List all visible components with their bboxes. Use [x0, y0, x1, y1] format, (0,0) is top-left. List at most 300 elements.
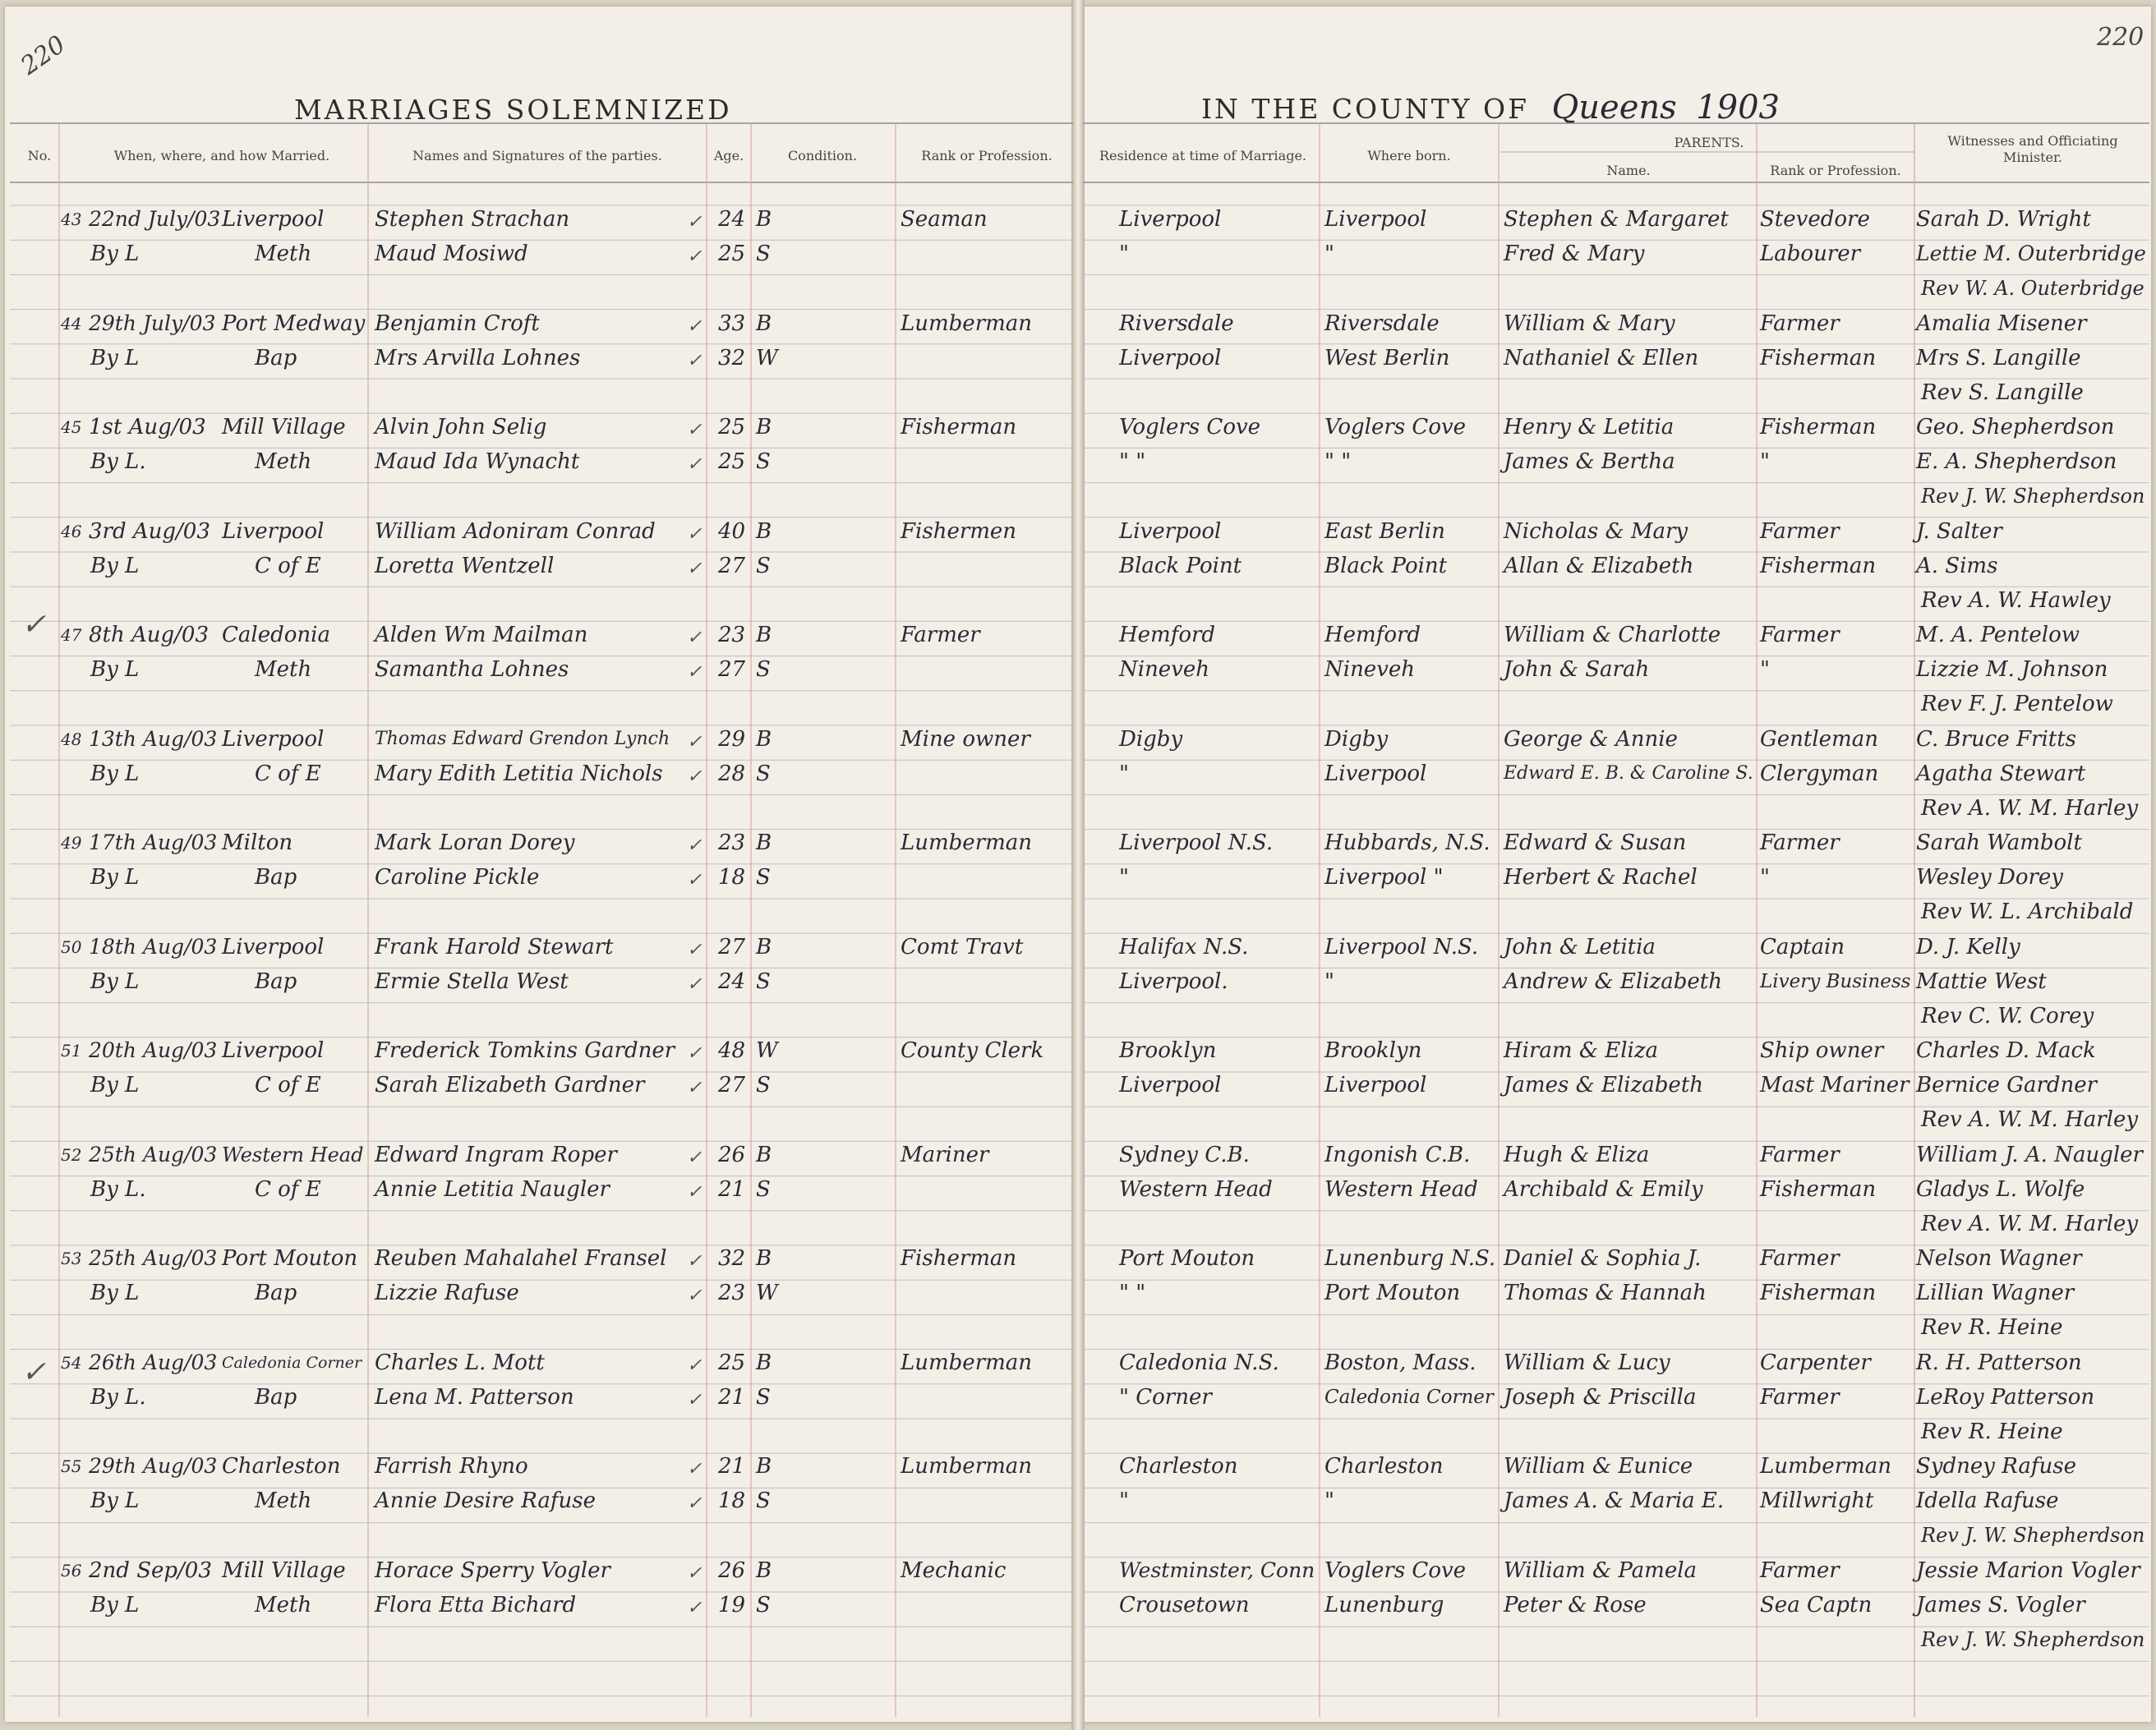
witness-1: Amalia Misener	[1916, 311, 2087, 336]
bride-birthplace: Port Mouton	[1324, 1281, 1461, 1305]
groom-birthplace: Liverpool N.S.	[1324, 934, 1479, 959]
check-mark: ✓	[687, 731, 703, 752]
bride-age: 27	[718, 1073, 746, 1097]
groom-name: Edward Ingram Roper	[375, 1142, 617, 1167]
bride-residence: " Corner	[1119, 1384, 1212, 1410]
entry-number: 56	[61, 1560, 82, 1580]
bride-parents: Fred & Mary	[1504, 242, 1645, 266]
check-mark: ✓	[687, 1459, 703, 1479]
witness-1: Charles D. Mack	[1916, 1038, 2096, 1063]
denomination: Meth	[255, 1488, 312, 1513]
license-type: By L	[90, 242, 140, 266]
groom-profession: Lumberman	[901, 1350, 1033, 1375]
entry-number: 48	[61, 729, 82, 749]
bride-birthplace: "	[1324, 969, 1334, 994]
license-type: By L	[90, 969, 140, 994]
bride-name: Maud Ida Wynacht	[375, 449, 580, 474]
bride-birthplace: "	[1324, 242, 1334, 266]
entry-number: 47	[61, 625, 82, 645]
denomination: C of E	[255, 1176, 321, 1202]
groom-birthplace: Digby	[1324, 726, 1389, 752]
marriage-date: 3rd Aug/03	[89, 518, 210, 544]
check-mark: ✓	[687, 835, 703, 856]
marriage-place: Liverpool	[222, 934, 325, 959]
denomination: Meth	[255, 449, 312, 474]
bride-name: Mary Edith Letitia Nichols	[375, 761, 663, 786]
bride-name: Annie Desire Rafuse	[375, 1488, 596, 1513]
bride-condition: S	[756, 449, 771, 474]
groom-parents-profession: Farmer	[1760, 1246, 1840, 1271]
witness-2: Wesley Dorey	[1916, 865, 2063, 890]
groom-name: William Adoniram Conrad	[375, 518, 656, 544]
check-mark: ✓	[687, 523, 703, 545]
bride-age: 21	[718, 1176, 746, 1202]
header-born: Where born.	[1367, 148, 1451, 163]
license-type: By L	[90, 657, 140, 682]
groom-profession: Fishermen	[901, 518, 1017, 544]
bride-name: Maud Mosiwd	[375, 242, 528, 266]
marriage-date: 17th Aug/03	[89, 830, 218, 854]
officiating-minister: Rev A. W. M. Harley	[1921, 1107, 2139, 1132]
book-gutter	[1071, 0, 1085, 1730]
groom-birthplace: Boston, Mass.	[1324, 1350, 1476, 1375]
officiating-minister: Rev A. W. M. Harley	[1921, 795, 2139, 821]
license-type: By L	[90, 553, 140, 578]
bride-parents: Thomas & Hannah	[1504, 1281, 1707, 1305]
bride-age: 32	[718, 345, 746, 370]
groom-condition: B	[756, 726, 772, 752]
license-type: By L	[90, 865, 140, 890]
bride-residence: " "	[1119, 449, 1146, 474]
bride-parents: Nathaniel & Ellen	[1504, 345, 1699, 370]
bride-parents: James A. & Maria E.	[1504, 1488, 1725, 1513]
marriage-place: Western Head	[222, 1143, 364, 1166]
bride-parents-profession: Labourer	[1760, 242, 1861, 266]
groom-name: Mark Loran Dorey	[375, 830, 575, 855]
officiating-minister: Rev S. Langille	[1921, 380, 2084, 405]
bride-parents-profession: Fisherman	[1760, 1176, 1877, 1202]
groom-profession: Mechanic	[901, 1557, 1007, 1583]
marriage-date: 20th Aug/03	[89, 1038, 218, 1062]
bride-condition: S	[756, 969, 771, 994]
groom-birthplace: Ingonish C.B.	[1324, 1142, 1471, 1167]
entry-number: 49	[61, 833, 82, 853]
marriage-place: Caledonia	[222, 623, 330, 647]
officiating-minister: Rev J. W. Shepherdson	[1921, 1627, 2145, 1651]
officiating-minister: Rev J. W. Shepherdson	[1921, 1524, 2145, 1547]
bride-name: Caroline Pickle	[375, 865, 540, 890]
check-mark: ✓	[687, 420, 703, 440]
groom-name: Thomas Edward Grendon Lynch	[375, 728, 670, 749]
bride-condition: S	[756, 1176, 771, 1202]
bride-birthplace: Caledonia Corner	[1324, 1386, 1494, 1408]
witness-1: Sydney Rafuse	[1916, 1454, 2076, 1479]
marriage-place: Liverpool	[222, 518, 325, 544]
groom-condition: B	[756, 1246, 772, 1271]
groom-age: 26	[718, 1557, 746, 1583]
officiating-minister: Rev R. Heine	[1921, 1419, 2063, 1444]
groom-parents-profession: Stevedore	[1760, 207, 1870, 232]
bride-residence: Crousetown	[1119, 1592, 1250, 1617]
bride-name: Sarah Elizabeth Gardner	[375, 1073, 645, 1097]
denomination: Bap	[255, 1384, 297, 1410]
bride-parents: John & Sarah	[1504, 657, 1650, 682]
bride-condition: S	[756, 1488, 771, 1513]
bride-parents: Andrew & Elizabeth	[1504, 969, 1722, 994]
officiating-minister: Rev J. W. Shepherdson	[1921, 485, 2145, 508]
witness-1: M. A. Pentelow	[1916, 623, 2080, 647]
groom-condition: B	[756, 1350, 772, 1375]
license-type: By L.	[90, 449, 146, 474]
header-rank: Rank or Profession.	[921, 148, 1053, 163]
marriage-place: Liverpool	[222, 726, 325, 752]
bride-age: 21	[718, 1384, 746, 1410]
check-mark: ✓	[687, 1043, 703, 1064]
groom-age: 33	[718, 311, 746, 336]
entry-number: 52	[61, 1144, 82, 1165]
groom-condition: B	[756, 1557, 772, 1583]
bride-parents: Herbert & Rachel	[1504, 865, 1698, 890]
groom-age: 26	[718, 1142, 746, 1167]
bride-age: 19	[718, 1592, 746, 1617]
marriage-date: 18th Aug/03	[89, 934, 218, 959]
entry-number: 51	[61, 1041, 82, 1061]
entry-number: 46	[61, 521, 82, 541]
bride-residence: Liverpool	[1119, 1073, 1222, 1097]
license-type: By L.	[90, 1384, 146, 1410]
bride-residence: Black Point	[1119, 553, 1242, 578]
bride-parents-profession: Farmer	[1760, 1384, 1840, 1410]
groom-parents: Nicholas & Mary	[1504, 518, 1688, 544]
groom-age: 48	[718, 1038, 746, 1063]
header-parents-name: Name.	[1606, 163, 1651, 178]
bride-parents-profession: Mast Mariner	[1760, 1073, 1910, 1097]
bride-age: 25	[718, 449, 746, 474]
marriage-date: 25th Aug/03	[89, 1246, 218, 1270]
groom-name: Alvin John Selig	[375, 415, 547, 439]
officiating-minister: Rev A. W. M. Harley	[1921, 1211, 2139, 1236]
bride-parents-profession: Clergyman	[1760, 761, 1879, 786]
bride-condition: S	[756, 657, 771, 682]
license-type: By L	[90, 1281, 140, 1305]
groom-parents: George & Annie	[1504, 726, 1678, 752]
denomination: C of E	[255, 761, 321, 786]
license-type: By L.	[90, 1176, 146, 1202]
check-mark: ✓	[687, 973, 703, 995]
groom-parents-profession: Gentleman	[1760, 726, 1878, 752]
witness-2: James S. Vogler	[1916, 1592, 2085, 1617]
witness-1: Sarah D. Wright	[1916, 207, 2091, 232]
groom-profession: County Clerk	[901, 1038, 1044, 1063]
groom-residence: Brooklyn	[1119, 1038, 1217, 1063]
groom-parents-profession: Ship owner	[1760, 1038, 1884, 1063]
groom-profession: Farmer	[901, 623, 980, 647]
bride-name: Loretta Wentzell	[375, 553, 555, 578]
bride-birthplace: Western Head	[1324, 1176, 1478, 1202]
groom-parents: William & Lucy	[1504, 1350, 1670, 1375]
groom-birthplace: Voglers Cove	[1324, 1557, 1467, 1583]
right-title	[1201, 89, 1780, 127]
license-type: By L	[90, 1592, 140, 1617]
bride-age: 25	[718, 242, 746, 266]
witness-2: Bernice Gardner	[1916, 1073, 2098, 1097]
check-mark: ✓	[687, 1562, 703, 1584]
groom-parents: William & Pamela	[1504, 1557, 1698, 1583]
witness-2: A. Sims	[1916, 553, 1998, 578]
groom-name: Charles L. Mott	[375, 1350, 545, 1375]
groom-profession: Seaman	[901, 207, 988, 232]
entry-number: 54	[61, 1352, 82, 1373]
bride-residence: "	[1119, 1488, 1129, 1513]
witness-2: Lillian Wagner	[1916, 1281, 2075, 1305]
groom-parents-profession: Carpenter	[1760, 1350, 1871, 1375]
groom-residence: Liverpool	[1119, 207, 1222, 232]
bride-residence: " "	[1119, 1281, 1146, 1305]
header-names: Names and Signatures of the parties.	[412, 148, 662, 163]
groom-residence: Westminster, Conn	[1119, 1557, 1315, 1582]
groom-condition: B	[756, 934, 772, 959]
bride-residence: Western Head	[1119, 1176, 1273, 1202]
entry-number: 50	[61, 936, 82, 957]
check-mark: ✓	[687, 246, 703, 267]
check-mark: ✓	[687, 939, 703, 960]
groom-condition: B	[756, 415, 772, 439]
marriage-place: Charleston	[222, 1454, 341, 1479]
groom-residence: Voglers Cove	[1119, 415, 1261, 439]
county-name: Queens	[1551, 89, 1677, 127]
marriage-date: 29th July/03	[89, 311, 216, 335]
marriage-place: Liverpool	[222, 207, 325, 232]
groom-parents: William & Eunice	[1504, 1454, 1693, 1479]
page-number-left: 220	[16, 30, 71, 81]
groom-parents-profession: Farmer	[1760, 1557, 1840, 1583]
bride-age: 27	[718, 553, 746, 578]
bride-condition: W	[756, 1281, 778, 1305]
groom-condition: B	[756, 1454, 772, 1479]
check-mark: ✓	[687, 628, 703, 648]
bride-parents-profession: Fisherman	[1760, 553, 1877, 578]
bride-residence: Nineveh	[1119, 657, 1210, 682]
officiating-minister: Rev R. Heine	[1921, 1315, 2063, 1340]
groom-age: 24	[718, 207, 746, 232]
bride-parents-profession: Livery Business	[1760, 970, 1911, 992]
marriage-date: 22nd July/03	[89, 207, 221, 231]
groom-name: Horace Sperry Vogler	[375, 1557, 610, 1583]
header-condition: Condition.	[787, 148, 858, 163]
witness-2: Mrs S. Langille	[1916, 345, 2081, 370]
groom-profession: Fisherman	[901, 415, 1017, 439]
groom-parents: William & Charlotte	[1504, 623, 1721, 647]
bride-parents: Edward E. B. & Caroline S.	[1504, 762, 1753, 784]
groom-birthplace: Voglers Cove	[1324, 415, 1467, 439]
witness-2: Lizzie M. Johnson	[1916, 657, 2108, 682]
officiating-minister: Rev W. L. Archibald	[1921, 900, 2134, 924]
bride-age: 27	[718, 657, 746, 682]
entry-number: 53	[61, 1249, 82, 1268]
check-mark: ✓	[687, 1493, 703, 1514]
witness-1: Nelson Wagner	[1916, 1246, 2082, 1271]
groom-name: Frank Harold Stewart	[375, 934, 614, 959]
county-label: IN THE COUNTY OF	[1201, 93, 1529, 125]
bride-birthplace: Liverpool	[1324, 1073, 1427, 1097]
check-mark: ✓	[687, 1389, 703, 1410]
officiating-minister: Rev F. J. Pentelow	[1921, 692, 2113, 716]
register-year: 1903	[1696, 89, 1780, 127]
check-mark: ✓	[687, 870, 703, 890]
check-mark: ✓	[687, 1251, 703, 1272]
groom-parents: Hiram & Eliza	[1504, 1038, 1659, 1063]
bride-name: Lizzie Rafuse	[375, 1281, 519, 1305]
groom-parents-profession: Farmer	[1760, 518, 1840, 544]
bride-parents: Allan & Elizabeth	[1504, 553, 1694, 578]
witness-2: Mattie West	[1916, 969, 2047, 994]
bride-name: Lena M. Patterson	[375, 1384, 574, 1410]
groom-birthplace: Charleston	[1324, 1454, 1444, 1479]
header-residence: Residence at time of Marriage.	[1099, 148, 1306, 163]
groom-condition: B	[756, 311, 772, 336]
witness-2: Agatha Stewart	[1916, 761, 2086, 786]
bride-birthplace: Liverpool "	[1324, 865, 1444, 890]
groom-condition: B	[756, 830, 772, 855]
marriage-date: 29th Aug/03	[89, 1454, 218, 1478]
bride-parents: Archibald & Emily	[1504, 1176, 1703, 1202]
groom-condition: B	[756, 623, 772, 647]
marriage-date: 25th Aug/03	[89, 1142, 218, 1166]
marriage-date: 1st Aug/03	[89, 415, 206, 439]
groom-parents: Henry & Letitia	[1504, 415, 1675, 439]
officiating-minister: Rev W. A. Outerbridge	[1921, 277, 2144, 300]
bride-age: 18	[718, 1488, 746, 1513]
groom-parents: John & Letitia	[1504, 934, 1656, 959]
bride-condition: W	[756, 345, 778, 370]
bride-name: Annie Letitia Naugler	[375, 1176, 610, 1202]
check-mark: ✓	[687, 212, 703, 232]
bride-birthplace: West Berlin	[1324, 345, 1450, 370]
groom-parents: Daniel & Sophia J.	[1504, 1246, 1702, 1271]
witness-1: Jessie Marion Vogler	[1916, 1557, 2140, 1583]
bride-residence: "	[1119, 865, 1129, 890]
groom-condition: B	[756, 1142, 772, 1167]
bride-parents: James & Elizabeth	[1504, 1073, 1704, 1097]
check-mark: ✓	[687, 662, 703, 683]
denomination: Meth	[255, 1592, 312, 1617]
bride-condition: S	[756, 1073, 771, 1097]
left-title: MARRIAGES SOLEMNIZED	[294, 94, 732, 126]
groom-birthplace: Hubbards, N.S.	[1324, 830, 1490, 855]
officiating-minister: Rev C. W. Corey	[1921, 1003, 2094, 1028]
denomination: C of E	[255, 1073, 321, 1097]
witness-1: William J. A. Naugler	[1916, 1142, 2143, 1167]
groom-residence: Charleston	[1119, 1454, 1238, 1479]
header-parents: PARENTS.	[1674, 135, 1744, 150]
groom-residence: Caledonia N.S.	[1119, 1350, 1279, 1375]
bride-age: 18	[718, 865, 746, 890]
groom-profession: Lumberman	[901, 830, 1033, 855]
groom-profession: Mariner	[901, 1142, 989, 1167]
marriage-place: Port Mouton	[222, 1246, 358, 1271]
bride-age: 28	[718, 761, 746, 786]
bride-birthplace: Lunenburg	[1324, 1592, 1444, 1617]
entry-number: 43	[61, 209, 82, 229]
groom-age: 23	[718, 623, 746, 647]
denomination: Meth	[255, 242, 312, 266]
groom-age: 40	[718, 518, 746, 544]
bride-residence: "	[1119, 242, 1129, 266]
bride-age: 23	[718, 1281, 746, 1305]
groom-name: Reuben Mahalahel Fransel	[375, 1246, 667, 1271]
denomination: Bap	[255, 1281, 297, 1305]
witness-2: LeRoy Patterson	[1916, 1384, 2095, 1410]
groom-profession: Fisherman	[901, 1246, 1017, 1271]
groom-parents-profession: Lumberman	[1760, 1454, 1892, 1479]
check-mark: ✓	[687, 1181, 703, 1203]
license-type: By L	[90, 761, 140, 786]
bride-parents: James & Bertha	[1504, 449, 1675, 474]
groom-parents-profession: Fisherman	[1760, 415, 1877, 439]
check-mark: ✓	[687, 1597, 703, 1618]
witness-1: R. H. Patterson	[1916, 1350, 2082, 1375]
bride-parents-profession: Millwright	[1760, 1488, 1874, 1513]
groom-birthplace: Lunenburg N.S.	[1324, 1246, 1496, 1271]
groom-condition: B	[756, 518, 772, 544]
groom-age: 21	[718, 1454, 746, 1479]
bride-residence: Liverpool.	[1119, 969, 1228, 994]
bride-name: Flora Etta Bichard	[375, 1592, 577, 1617]
denomination: Bap	[255, 865, 297, 890]
groom-residence: Liverpool N.S.	[1119, 830, 1274, 855]
bride-parents-profession: Sea Captn	[1760, 1592, 1873, 1617]
groom-condition: W	[756, 1038, 778, 1063]
groom-birthplace: East Berlin	[1324, 518, 1445, 544]
groom-residence: Port Mouton	[1119, 1246, 1255, 1271]
groom-age: 32	[718, 1246, 746, 1271]
check-mark: ✓	[687, 1286, 703, 1306]
groom-age: 23	[718, 830, 746, 855]
witness-1: D. J. Kelly	[1916, 934, 2020, 959]
groom-name: Stephen Strachan	[375, 207, 570, 232]
license-type: By L	[90, 1488, 140, 1513]
check-mark: ✓	[687, 766, 703, 787]
margin-tick-46: ✓	[21, 608, 47, 642]
bride-birthplace: " "	[1324, 449, 1352, 474]
witness-1: Sarah Wambolt	[1916, 830, 2082, 855]
bride-parents-profession: "	[1760, 657, 1770, 682]
entry-number: 45	[61, 417, 82, 437]
bride-birthplace: Black Point	[1324, 553, 1448, 578]
marriage-place: Caledonia Corner	[222, 1353, 362, 1372]
bride-condition: S	[756, 1384, 771, 1410]
groom-profession: Mine owner	[901, 726, 1030, 752]
witness-2: E. A. Shepherdson	[1916, 449, 2117, 474]
witness-1: C. Bruce Fritts	[1916, 726, 2077, 752]
groom-parents-profession: Farmer	[1760, 830, 1840, 855]
groom-profession: Lumberman	[901, 1454, 1033, 1479]
groom-age: 25	[718, 415, 746, 439]
check-mark: ✓	[687, 1355, 703, 1376]
groom-condition: B	[756, 207, 772, 232]
bride-condition: S	[756, 761, 771, 786]
check-mark: ✓	[687, 315, 703, 337]
groom-profession: Comt Travt	[901, 934, 1024, 959]
groom-residence: Liverpool	[1119, 518, 1222, 544]
groom-birthplace: Liverpool	[1324, 207, 1427, 232]
groom-parents-profession: Farmer	[1760, 311, 1840, 336]
witness-2: Lettie M. Outerbridge	[1916, 242, 2146, 265]
check-mark: ✓	[687, 1078, 703, 1098]
witness-2: Gladys L. Wolfe	[1916, 1176, 2085, 1202]
bride-condition: S	[756, 553, 771, 578]
denomination: C of E	[255, 553, 321, 578]
